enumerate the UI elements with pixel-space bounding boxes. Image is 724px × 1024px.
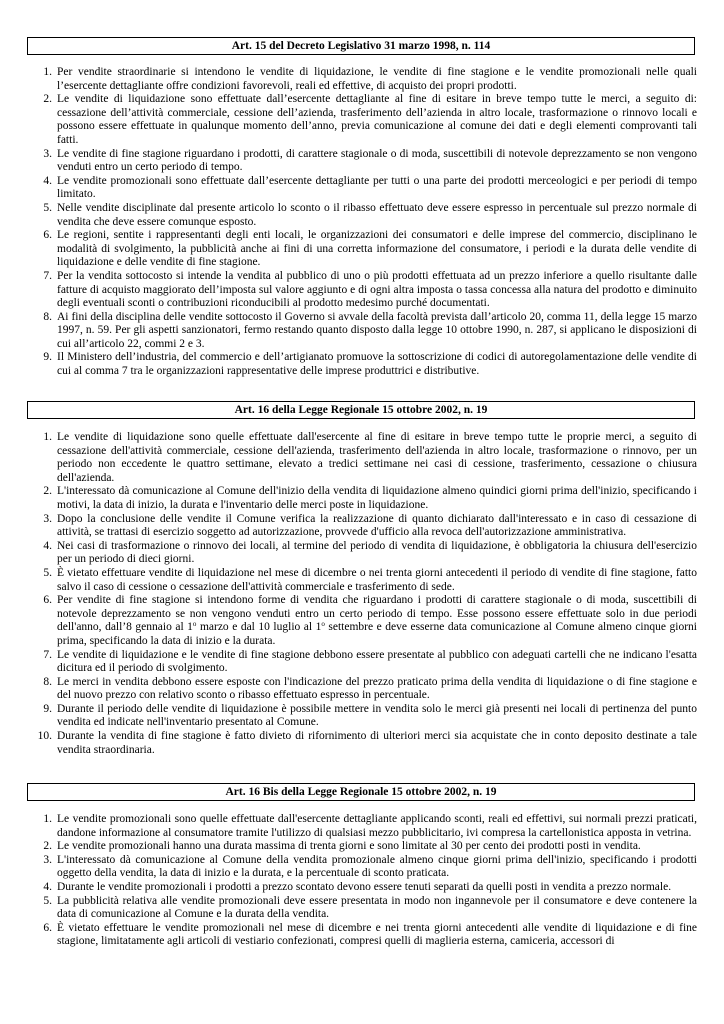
list-item: 2. Le vendite di liquidazione sono effettuate dall’esercente dettagliante al fine di esitare in breve tempo tutte le merci, a seguito di: cessazione dell’attività commerciale, cessione dell’azienda, trasferimento dell’azienda in altro locale, trasformazione o rinnovo locali e possono essere effettuate in qualunque momento dell’anno, previa comunicazione al comune dei dati e degli elementi comprovanti tali fatti.	[43, 93, 697, 146]
list-item: 4. Nei casi di trasformazione o rinnovo dei locali, al termine del periodo di vendita di liquidazione, è obbligatoria la chiusura dell'esercizio per un periodo di dieci giorni.	[43, 539, 697, 566]
list-item: 9. Durante il periodo delle vendite di liquidazione è possibile mettere in vendita solo le merci già presenti nei locali di pertinenza del punto vendita ed indicate nell'inventario presentato al Comune.	[43, 702, 697, 729]
list-item: 1. Le vendite di liquidazione sono quelle effettuate dall'esercente al fine di esitare in breve tempo tutte le proprie merci, a seguito di cessazione dell'attività commerciale, cessione dell'azienda, trasferimento dell'azienda in altro locale, trasformazione o rinnovo, per un periodo non eccedente le quattro settimane, elevato a tredici settimane nei casi di cessione, trasferimento, cessazione o chiusura dell'azienda.	[43, 431, 697, 484]
list-item: 5. La pubblicità relativa alle vendite promozionali deve essere presentata in modo non ingannevole per il consumatore e deve contenere la data di comunicazione al Comune e la durata della vendita.	[43, 894, 697, 921]
list-item: 3. Dopo la conclusione delle vendite il Comune verifica la realizzazione di quanto dichiarato dall'interessato e in caso di cessazione di attività, se trattasi di esercizio soggetto ad autorizzazione, provvede d'ufficio alla revoca dell'autorizzazione amministrativa.	[43, 512, 697, 539]
list-item: 4. Le vendite promozionali sono effettuate dall’esercente dettagliante per tutti o una parte dei prodotti merceologici e per periodi di tempo limitato.	[43, 174, 697, 201]
list-item: 1. Le vendite promozionali sono quelle effettuate dall'esercente dettagliante applicando sconti, reali ed effettivi, sui normali prezzi praticati, dandone informazione al consumatore tramite l'utilizzo di qualsiasi mezzo pubblicitario, ivi compresa la cartellonistica apposta in vetrina.	[43, 813, 697, 839]
list-item: 1. Per vendite straordinarie si intendono le vendite di liquidazione, le vendite di fine stagione e le vendite promozionali nelle quali l’esercente dettagliante offre condizioni favorevoli, reali ed effettive, di acquisto dei propri prodotti.	[43, 66, 697, 92]
art15-title: Art. 15 del Decreto Legislativo 31 marzo 1998, n. 114	[27, 37, 695, 55]
list-item: 5. È vietato effettuare vendite di liquidazione nel mese di dicembre o nei trenta giorni antecedenti il periodo di vendite di fine stagione, fatto salvo il caso di cessione o cessazione dell'attività commerciale e trasferimento di sede.	[43, 566, 697, 593]
list-item: 6. Le regioni, sentite i rappresentanti degli enti locali, le organizzazioni dei consumatori e delle imprese del commercio, disciplinano le modalità di svolgimento, la pubblicità anche ai fini di una corretta informazione del consumatore, i periodi e la durata delle vendite di liquidazione e delle vendite di fine stagione.	[43, 229, 697, 269]
list-item: 7. Per la vendita sottocosto si intende la vendita al pubblico di uno o più prodotti effettuata ad un prezzo inferiore a quello risultante dalle fatture di acquisto maggiorato dell’imposta sul valore aggiunto e di ogni altra imposta o tassa concessa alla natura del prodotto e diminuito degli eventuali sconti o contribuzioni riconducibili al prodotto medesimo purché documentati.	[43, 269, 697, 310]
list-item: 3. L'interessato dà comunicazione al Comune della vendita promozionale almeno cinque giorni prima dell'inizio, specificando i prodotti oggetto della vendita, la data di inizio e la durata, e la percentuale di sconto praticata.	[43, 853, 697, 880]
list-item: 5. Nelle vendite disciplinate dal presente articolo lo sconto o il ribasso effettuato deve essere espresso in percentuale sul prezzo normale di vendita che deve essere comunque esposto.	[43, 201, 697, 228]
list-item: 6. Per vendite di fine stagione si intendono forme di vendita che riguardano i prodotti di carattere stagionale o di moda, suscettibili di notevole deprezzamento se non vengono venduti entro un certo periodo di tempo. Esse possono essere effettuate solo in due periodi dell'anno, dall’8 gennaio al 1$^o$ marzo e dal 10 luglio al 1$^o$ settembre e deve esserne data comunicazione al Comune almeno cinque giorni prima, specificando la data di inizio e la durata.	[43, 594, 697, 647]
list-item: 8. Le merci in vendita debbono essere esposte con l'indicazione del prezzo praticato prima della vendita di liquidazione o di fine stagione e del nuovo prezzo con relativo sconto o ribasso effettuato espresso in percentuale.	[43, 675, 697, 702]
art16bis-list	[27, 813, 697, 949]
list-item: 2. Le vendite promozionali hanno una durata massima di trenta giorni e sono limitate al 30 per cento dei prodotti posti in vendita.	[43, 840, 641, 853]
art15-list	[27, 66, 697, 379]
art16bis-title: Art. 16 Bis della Legge Regionale 15 ottobre 2002, n. 19	[27, 783, 695, 801]
art16-list	[27, 431, 697, 757]
list-item: 8. Ai fini della disciplina delle vendite sottocosto il Governo si avvale della facoltà prevista dall’articolo 20, comma 11, della legge 15 marzo 1997, n. 59. Per gli aspetti sanzionatori, fermo restando quanto disposto dalla legge 10 ottobre 1990, n. 287, si applicano le disposizioni di cui all’articolo 22, commi 2 e 3.	[43, 310, 697, 350]
list-item: 2. L'interessato dà comunicazione al Comune dell'inizio della vendita di liquidazione almeno quindici giorni prima dell'inizio, specificando i motivi, la data di inizio, la durata e l'inventario delle merci poste in liquidazione.	[43, 485, 697, 511]
list-item: 7. Le vendite di liquidazione e le vendite di fine stagione debbono essere presentate al pubblico con adeguati cartelli che ne indicano l'esatta dicitura ed il periodo di svolgimento.	[43, 648, 697, 675]
list-item: 3. Le vendite di fine stagione riguardano i prodotti, di carattere stagionale o di moda, suscettibili di notevole deprezzamento se non vengono venduti entro un certo periodo di tempo.	[43, 147, 697, 174]
list-item: 10. Durante la vendita di fine stagione è fatto divieto di rifornimento di ulteriori merci sia acquistate che in conto deposito destinate a tale vendita straordinaria.	[37, 730, 697, 756]
list-item: 4. Durante le vendite promozionali i prodotti a prezzo scontato devono essere tenuti separati da quelli posti in vendita a prezzo normale.	[43, 880, 672, 893]
list-item: 6. È vietato effettuare le vendite promozionali nel mese di dicembre e nei trenta giorni antecedenti alle vendite di liquidazione e di fine stagione, limitatamente agli articoli di vestiario confezionati, compresi quelli di maglieria esterna, camiceria, accessori di	[43, 921, 697, 948]
list-item: 9. Il Ministero dell’industria, del commercio e dell’artigianato promuove la sottoscrizione di codici di autoregolamentazione delle vendite di cui al comma 7 tra le organizzazioni rappresentative delle imprese produttrici e distributive.	[43, 351, 697, 378]
art16-title: Art. 16 della Legge Regionale 15 ottobre 2002, n. 19	[27, 401, 695, 419]
